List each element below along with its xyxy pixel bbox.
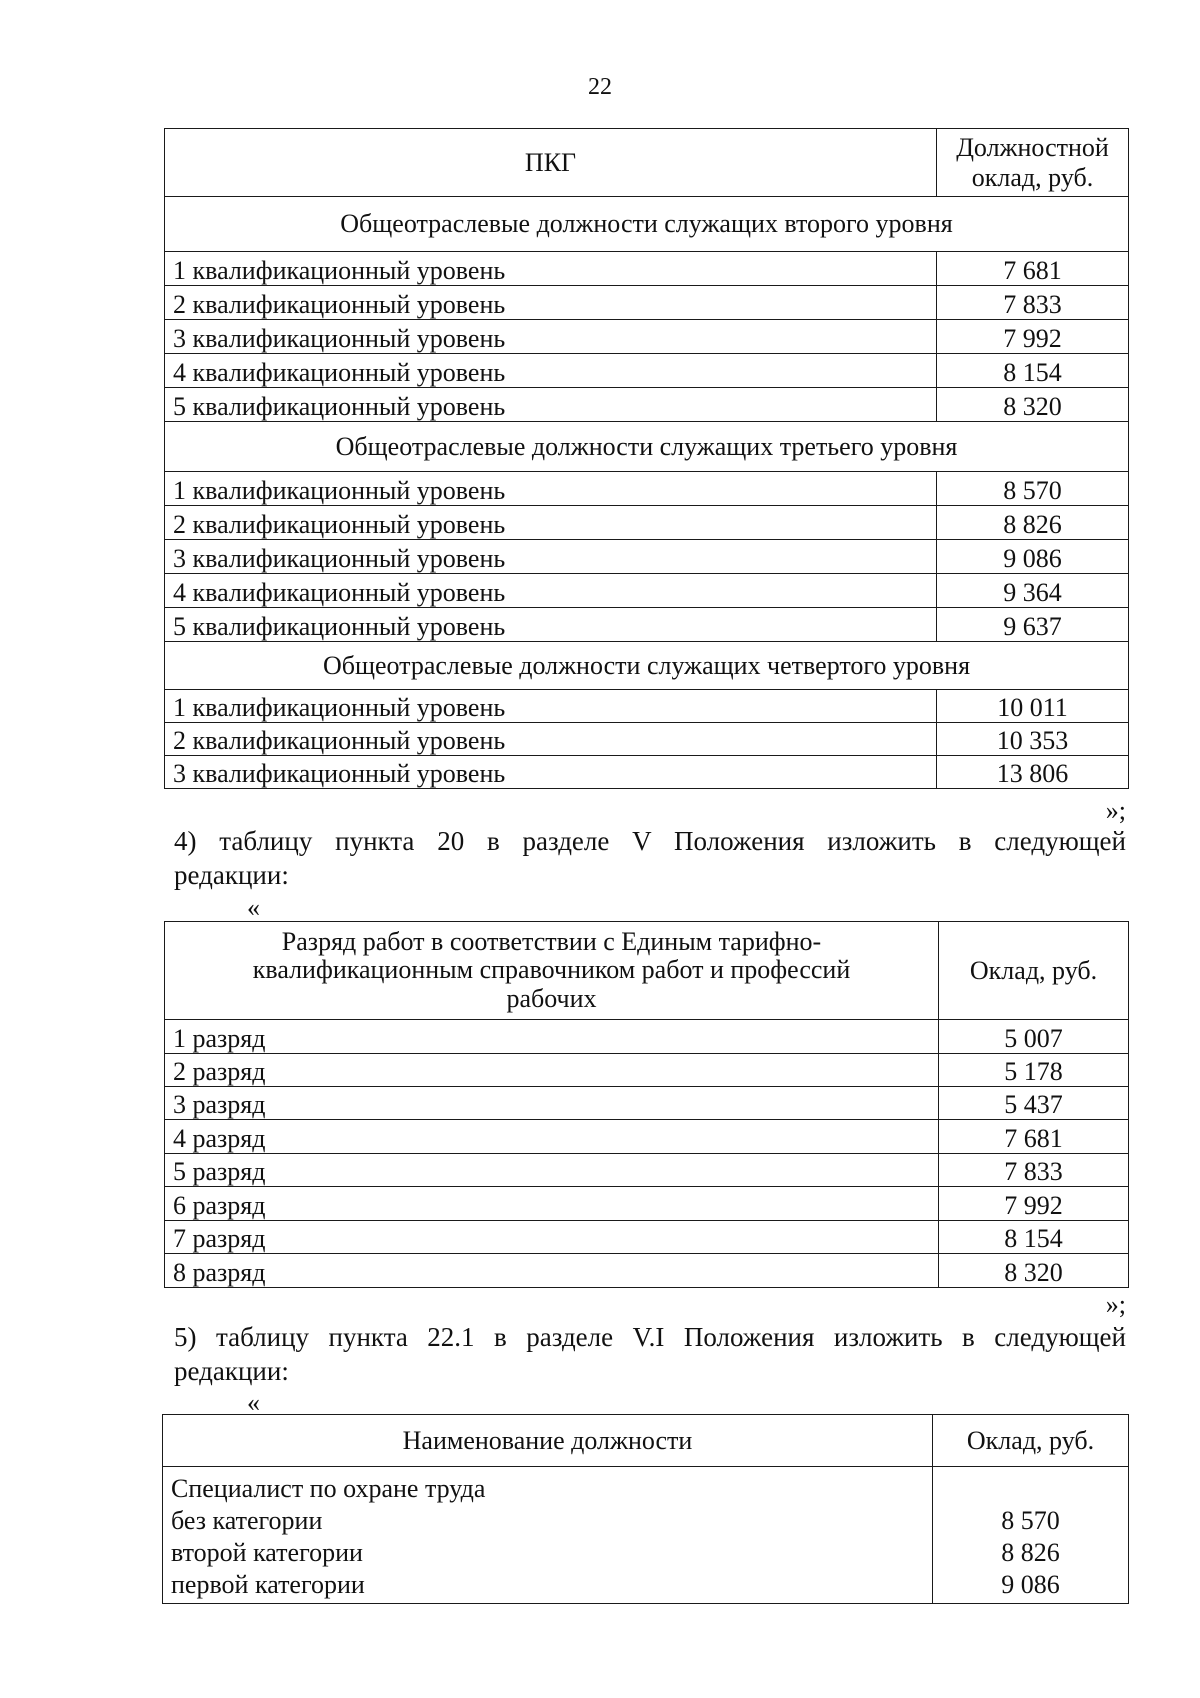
header-grade-line3: рабочих [506,983,597,1013]
row-value: 10 011 [937,690,1129,723]
row-value: 5 437 [939,1087,1129,1120]
table-header-row [165,922,1129,1020]
table-header-row [163,1415,1129,1467]
row-label: 1 квалификационный уровень [165,472,937,506]
position-cell [163,1467,933,1604]
table-row [165,320,1129,354]
row-value: 8 320 [937,388,1129,422]
row-label: 5 квалификационный уровень [165,388,937,422]
row-label: 2 квалификационный уровень [165,506,937,540]
row-value: 9 086 [937,540,1129,574]
table-row [165,1020,1129,1054]
header-salary-line2: оклад, руб. [971,162,1094,192]
row-value: 5 007 [939,1020,1129,1054]
table-row [165,540,1129,574]
row-value: 8 570 [937,472,1129,506]
page-number: 22 [588,74,612,100]
table-row [165,286,1129,320]
table-row [165,756,1129,789]
row-value: 9 364 [937,574,1129,608]
table-row [165,1154,1129,1187]
group-row [165,642,1129,690]
header-grade-line2: квалификационным справочником работ и профессий [252,955,851,985]
table-row [165,723,1129,756]
table-row [165,506,1129,540]
row-label: 3 квалификационный уровень [165,320,937,354]
row-label: 4 квалификационный уровень [165,354,937,388]
header-grade-line1: Разряд работ в соответствии с Единым тарифно- [281,926,822,956]
row-label: 6 разряд [165,1187,939,1221]
row-value: 8 154 [939,1221,1129,1254]
paragraph-item-4-continued: редакции: [174,860,289,890]
table-row [165,574,1129,608]
salary-table-positions [162,1414,1129,1604]
row-value: 9 637 [937,608,1129,642]
row-label: 2 разряд [165,1054,939,1087]
header-pkg: ПКГ [165,129,937,197]
salary-value: 8 570 [1001,1506,1060,1535]
paragraph-item-5: 5) таблицу пункта 22.1 в разделе V.I Положения изложить в следующей [174,1322,1126,1352]
category-label: без категории [171,1506,323,1535]
group-title: Общеотраслевые должности служащих второго уровня [165,197,1129,252]
group-title: Общеотраслевые должности служащих четвертого уровня [165,642,1129,690]
row-label: 3 квалификационный уровень [165,756,937,789]
opening-quote: « [247,893,260,922]
row-value: 8 154 [937,354,1129,388]
category-label: первой категории [171,1570,365,1599]
header-position: Наименование должности [163,1415,933,1467]
table-row [165,1054,1129,1087]
paragraph-item-4: 4) таблицу пункта 20 в разделе V Положения изложить в следующей [174,826,1126,856]
row-value: 8 826 [937,506,1129,540]
closing-quote: »; [1105,1290,1126,1319]
table-row [165,354,1129,388]
row-value: 10 353 [937,723,1129,756]
row-label: 2 квалификационный уровень [165,286,937,320]
row-label: 8 разряд [165,1254,939,1288]
row-label: 4 разряд [165,1120,939,1154]
position-name: Специалист по охране труда [171,1474,486,1503]
salary-table-grades [164,921,1129,1288]
table-header-row [165,129,1129,197]
header-salary: Оклад, руб. [939,922,1129,1020]
salary-cell [933,1467,1129,1604]
table-row [165,1187,1129,1221]
row-value: 7 833 [939,1154,1129,1187]
row-label: 1 разряд [165,1020,939,1054]
row-value: 5 178 [939,1054,1129,1087]
table-row [165,1221,1129,1254]
salary-value: 9 086 [1001,1570,1060,1599]
header-salary [937,129,1129,197]
table-row [165,472,1129,506]
table-row [165,1087,1129,1120]
group-row [165,197,1129,252]
table-row [165,388,1129,422]
row-value: 7 833 [937,286,1129,320]
row-value: 7 681 [937,252,1129,286]
table-row [163,1467,1129,1604]
header-salary-line1: Должностной [956,133,1109,163]
header-grade [165,922,939,1020]
header-salary: Оклад, руб. [933,1415,1129,1467]
table-row [165,1254,1129,1288]
paragraph-item-5-continued: редакции: [174,1356,289,1386]
salary-table-pkg [164,128,1129,789]
row-label: 4 квалификационный уровень [165,574,937,608]
category-label: второй категории [171,1538,363,1567]
group-row [165,422,1129,472]
row-value: 7 992 [939,1187,1129,1221]
row-label: 7 разряд [165,1221,939,1254]
opening-quote: « [247,1388,260,1417]
row-label: 2 квалификационный уровень [165,723,937,756]
row-value: 7 681 [939,1120,1129,1154]
table-row [165,690,1129,723]
row-label: 1 квалификационный уровень [165,252,937,286]
row-value: 8 320 [939,1254,1129,1288]
row-value: 13 806 [937,756,1129,789]
group-title: Общеотраслевые должности служащих третьего уровня [165,422,1129,472]
salary-value: 8 826 [1001,1538,1060,1567]
table-row [165,608,1129,642]
table-row [165,252,1129,286]
salary-value [941,1473,1120,1505]
row-label: 1 квалификационный уровень [165,690,937,723]
row-label: 3 квалификационный уровень [165,540,937,574]
row-label: 5 квалификационный уровень [165,608,937,642]
row-label: 3 разряд [165,1087,939,1120]
table-row [165,1120,1129,1154]
row-label: 5 разряд [165,1154,939,1187]
row-value: 7 992 [937,320,1129,354]
closing-quote: »; [1105,796,1126,825]
